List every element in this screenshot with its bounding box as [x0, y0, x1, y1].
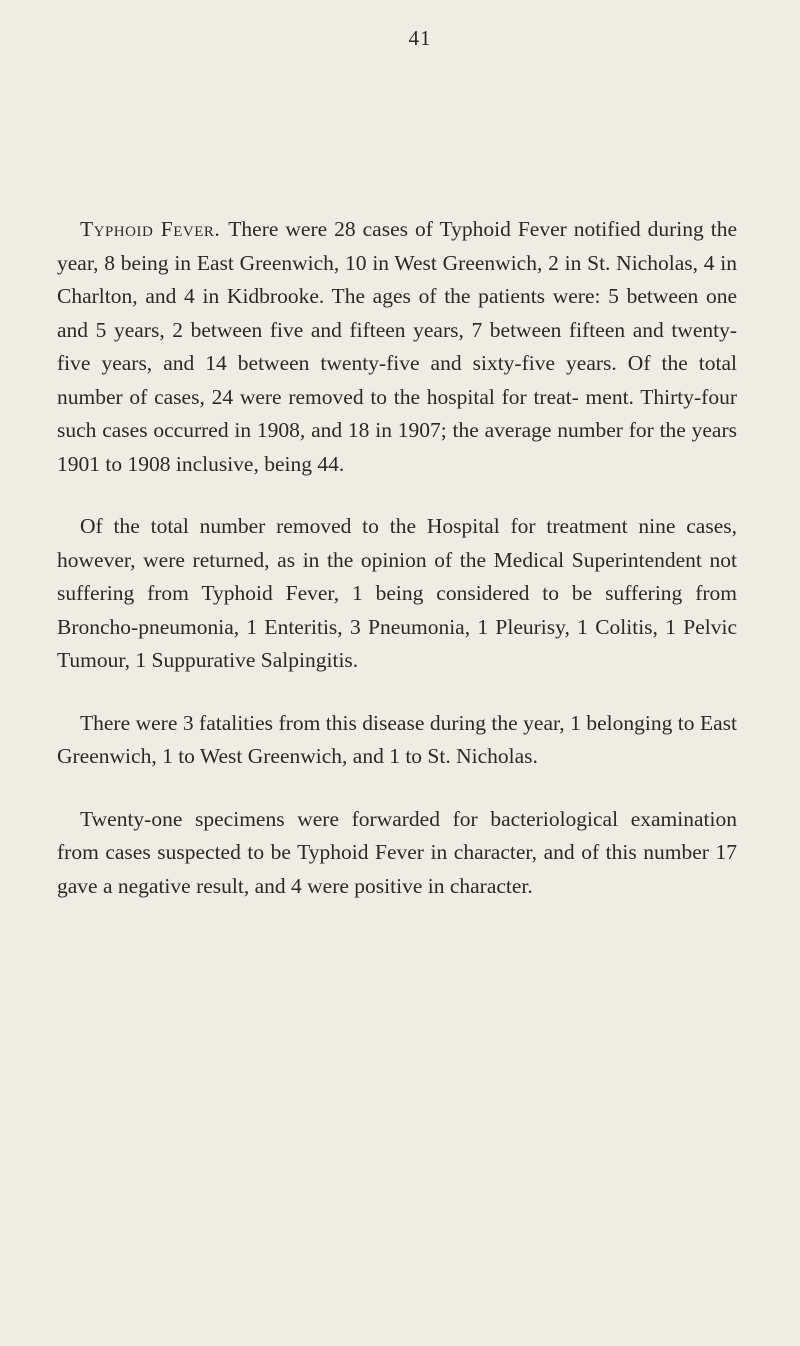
- page-number: 41: [408, 26, 432, 50]
- paragraph-typhoid-fever: [57, 213, 737, 481]
- section-heading: Typhoid Fever.: [80, 217, 221, 241]
- body-text: [57, 213, 737, 932]
- paragraph-fatalities: There were 3 fatalities from this disease during the year, 1 belonging to East Greenwich, 1 to West Greenwich, and 1 to St. Nicholas.: [57, 710, 737, 768]
- paragraph-specimens: Twenty-one specimens were forwarded for bacteriological examination from cases suspected to be Typhoid Fever in character, and of this number 17 gave a negative result, and 4 were positive in character.: [57, 806, 737, 898]
- paragraph-returned-cases: Of the total number removed to the Hospital for treatment nine cases, however, were returned, as in the opinion of the Medical Superintendent not suffering from Typhoid Fever, 1 being considered to be suffering from Broncho-pneumonia, 1 Enteritis, 3 Pneumonia, 1 Pleurisy, 1 Colitis, 1 Pelvic Tumour, 1 Suppurative Salpingitis.: [57, 514, 737, 672]
- paragraph-1-text: There were 28 cases of Typhoid Fever notified during the year, 8 being in East Greenwich, 10 in West Greenwich, 2 in St. Nicholas, 4 in Charlton, and 4 in Kidbrooke. The ages of the patients were: 5 between one and 5 years, 2 between five and fifteen years, 7 between fifteen and twenty-five years, and 14 between twenty-five and sixty-five years. Of the total number of cases, 24 were removed to the hospital for treat- ment. Thirty-four such cases occurred in 1908, and 18 in 1907; the average number for the years 1901 to 1908 inclusive, being 44.: [57, 217, 737, 476]
